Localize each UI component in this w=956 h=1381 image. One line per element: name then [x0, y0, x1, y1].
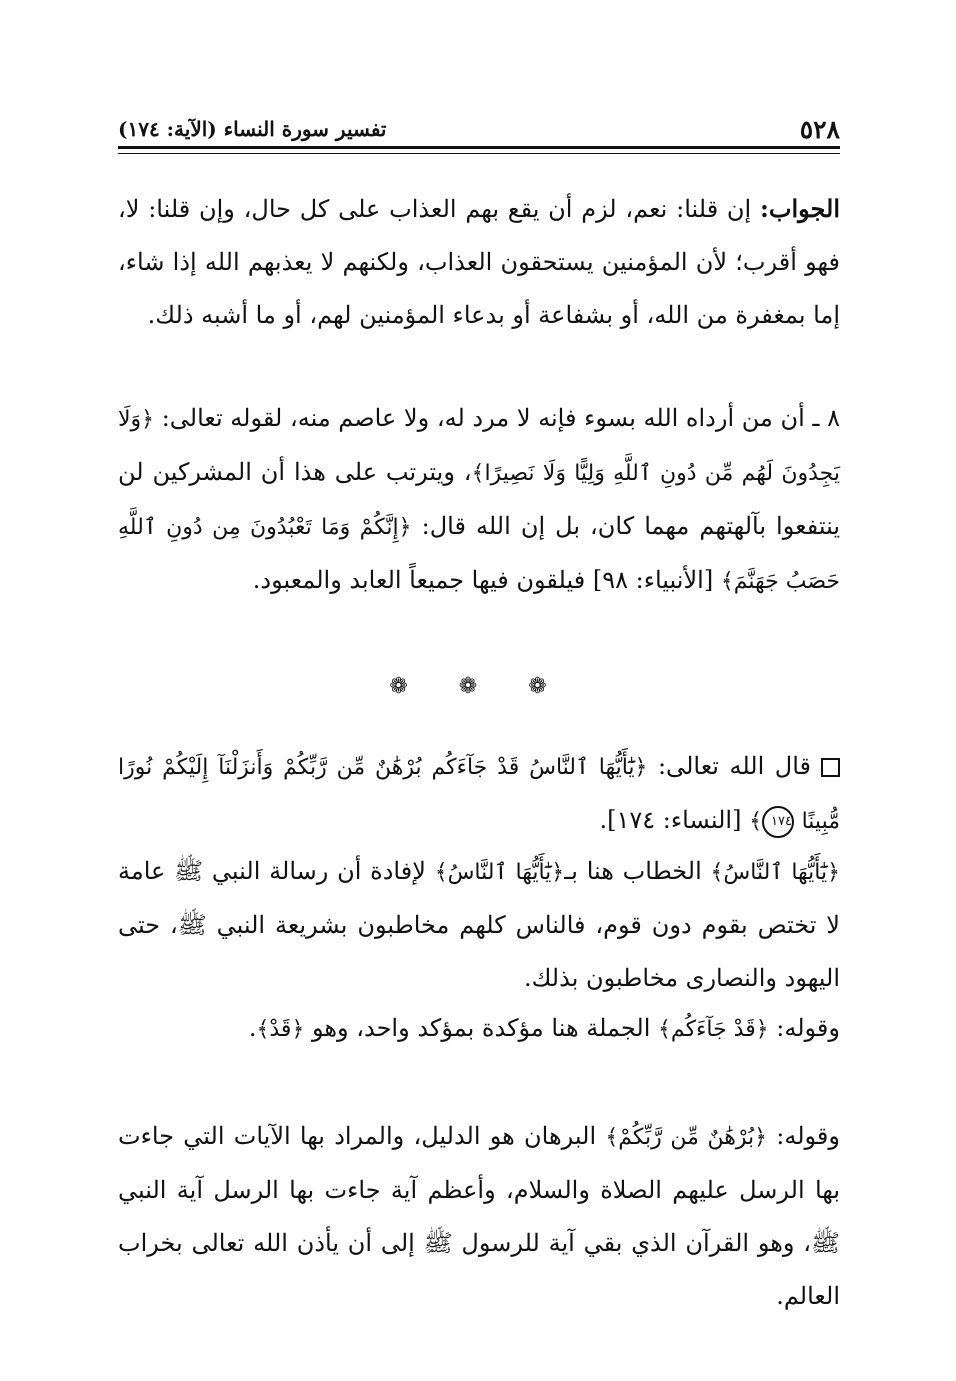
address-text-1: الخطاب هنا بـ [564, 857, 711, 885]
paragraph-address [118, 845, 840, 1005]
paragraph-qad [118, 1002, 840, 1056]
qad-text-3: . [248, 1014, 257, 1042]
running-header [118, 112, 840, 146]
paragraph-point-8 [118, 392, 840, 608]
point-8-text-1: ٨ ـ أن من أرداه الله بسوء فإنه لا مرد له، ولا عاصم منه، لقوله تعالى: [154, 404, 840, 432]
point-8-text-2: ، ويترتب على هذا أن المشركين لن ينتفعوا بآلهتهم مهما كان، بل إن الله قال: [118, 458, 841, 540]
answer-text: إن قلنا: نعم، لزم أن يقع بهم العذاب على كل حال، وإن قلنا: لا، فهو أقرب؛ لأن المؤمنين يستحقون العذاب، ولكنهم لا يعذبهم الله إذا شاء، إما بمغفرة من الله، أو بشفاعة أو بدعاء المؤمنين لهم، أو ما أشبه ذلك. [118, 195, 840, 329]
paragraph-answer [118, 182, 840, 342]
ayah-number-marker: ١٧٤ [762, 806, 794, 838]
verse-citation: [النساء: ١٧٤]. [599, 806, 750, 834]
header-rule [118, 146, 840, 154]
quran-quote-1: ﴿وَلَا يَجِدُونَ لَهُم مِّن دُونِ ٱللَّهِ وَلِيًّا وَلَا نَصِيرًا﴾ [118, 407, 840, 486]
burhan-text-1: وقوله: [767, 1122, 840, 1150]
verse-174-close: ﴾ [749, 809, 762, 834]
quran-quote-5: ﴿قَدْ جَآءَكُم﴾ [658, 1017, 769, 1042]
qad-text-2: الجملة هنا مؤكدة بمؤكد واحد، وهو [304, 1014, 659, 1042]
point-8-text-3: [الأنبياء: ٩٨] فيلقون فيها جميعاً العابد والمعبود. [252, 566, 721, 594]
quran-quote-7: ﴿بُرْهَٰنٌ مِّن رَّبِّكُمْ﴾ [605, 1125, 768, 1150]
paragraph-burhan [118, 1110, 840, 1323]
paragraph-verse-heading [118, 740, 840, 848]
burhan-text-2: البرهان هو الدليل، والمراد بها الآيات التي جاءت بها الرسل عليهم الصلاة والسلام، وأعظم آية جاءت بها الرسل آية النبي ﷺ، وهو القرآن الذي بقي آية للرسول ﷺ إلى أن يأذن الله تعالى بخراب العالم. [118, 1122, 841, 1310]
answer-lead: الجواب: [760, 194, 840, 223]
square-bullet-icon [821, 758, 840, 777]
section-separator: ❁ ❁ ❁ [389, 674, 569, 699]
page-number: ٥٢٨ [799, 114, 840, 144]
qad-text-1: وقوله: [768, 1014, 840, 1042]
header-title: تفسير سورة النساء (الآية: ١٧٤) [118, 117, 387, 141]
quran-quote-2: ﴿إِنَّكُمْ وَمَا تَعْبُدُونَ مِن دُونِ ٱللَّهِ حَصَبُ جَهَنَّمَ﴾ [118, 515, 840, 594]
quran-quote-3: ﴿يَٰٓأَيُّهَا ٱلنَّاسُ﴾ [710, 860, 841, 885]
address-text-2: لإفادة أن رسالة النبي ﷺ عامة لا تختص بقوم دون قوم، فالناس كلهم مخاطبون بشريعة النبي ﷺ، حتى اليهود والنصارى مخاطبون بذلك. [118, 857, 840, 992]
verse-174-text: ﴿يَٰٓأَيُّهَا ٱلنَّاسُ قَدْ جَآءَكُم بُرْهَٰنٌ مِّن رَّبِّكُمْ وَأَنزَلْنَآ إِلَيْكُمْ نُورًا مُّبِينًا [118, 755, 840, 834]
book-page [118, 0, 840, 1381]
quran-quote-6: ﴿قَدْ﴾ [256, 1017, 305, 1042]
verse-intro: قال الله تعالى: [647, 752, 811, 780]
quran-quote-4: ﴿يَٰٓأَيُّهَا ٱلنَّاسُ﴾ [434, 860, 565, 885]
